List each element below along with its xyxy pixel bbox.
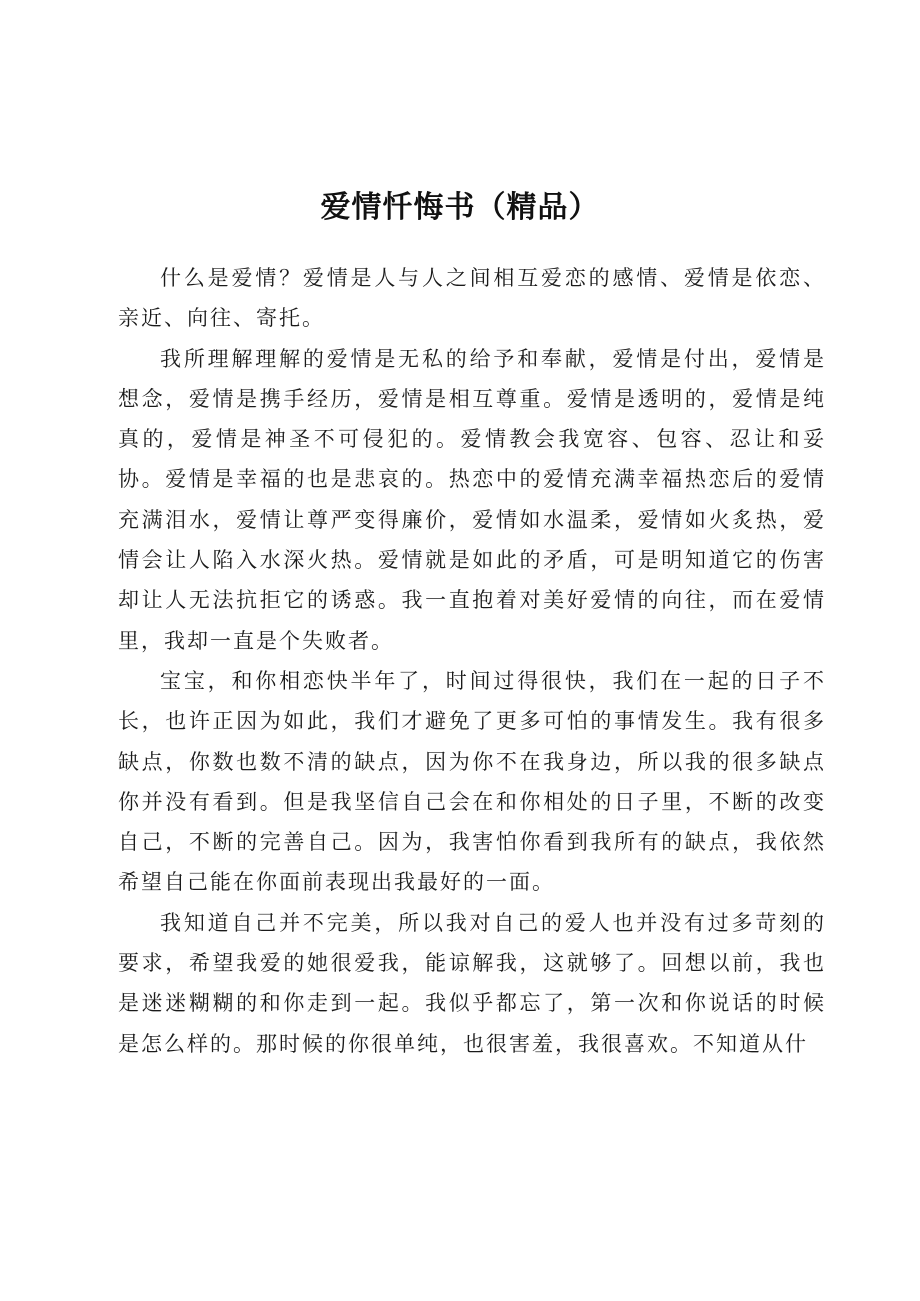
paragraph-2: 我所理解理解的爱情是无私的给予和奉献，爱情是付出，爱情是想念，爱情是携手经历，爱情是相互尊重。爱情是透明的，爱情是纯真的，爱情是神圣不可侵犯的。爱情教会我宽容、包容、忍让和妥协。爱情是幸福的也是悲哀的。热恋中的爱情充满幸福热恋后的爱情充满泪水，爱情让尊严变得廉价，爱情如水温柔，爱情如火炙热，爱情会让人陷入水深火热。爱情就是如此的矛盾，可是明知道它的伤害却让人无法抗拒它的诱惑。我一直抱着对美好爱情的向往，而在爱情里，我却一直是个失败者。 [118,346,826,653]
paragraph-4: 我知道自己并不完美，所以我对自己的爱人也并没有过多苛刻的要求，希望我爱的她很爱我，能谅解我，这就够了。回想以前，我也是迷迷糊糊的和你走到一起。我似乎都忘了，第一次和你说话的时候是怎么样的。那时候的你很单纯，也很害羞，我很喜欢。不知道从什 [118,910,826,1056]
paragraph-3: 宝宝，和你相恋快半年了，时间过得很快，我们在一起的日子不长，也许正因为如此，我们才避免了更多可怕的事情发生。我有很多缺点，你数也数不清的缺点，因为你不在我身边，所以我的很多缺点你并没有看到。但是我坚信自己会在和你相处的日子里，不断的改变自己，不断的完善自己。因为，我害怕你看到我所有的缺点，我依然希望自己能在你面前表现出我最好的一面。 [118,668,826,895]
document-title: 爱情忏悔书（精品） [320,190,600,226]
document-body [118,258,826,1064]
paragraph-1: 什么是爱情？爱情是人与人之间相互爱恋的感情、爱情是依恋、亲近、向往、寄托。 [118,266,826,331]
